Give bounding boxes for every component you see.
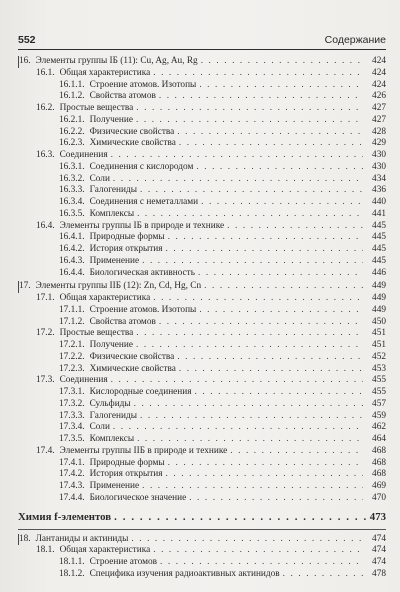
leader-dots [196,162,363,174]
entry-title: Физические свойства [89,351,175,362]
leader-dots [199,80,363,92]
entry-number: 16.3.2. [59,173,85,184]
entry-page: 429 [372,138,386,149]
leader-dots [137,209,363,221]
entry-number: 16.3. [36,150,55,160]
leader-dots [142,481,363,493]
leader-dots [168,458,363,470]
entry-page: 445 [372,255,386,266]
entry-title: Соли [89,173,110,184]
entry-page: 441 [372,208,386,219]
entry-title: История открытия [89,469,163,480]
entry-number: 17.1. [36,293,55,303]
toc-list-d-elements [18,56,386,505]
entry-page: 478 [372,568,386,579]
entry-page: 464 [372,434,386,444]
entry-title: Соединения с неметаллами [89,197,199,207]
leader-dots [140,411,363,423]
entry-page: 452 [372,351,386,362]
entry-number: 16.4.1. [59,232,85,243]
entry-title: Природные формы [89,457,165,468]
entry-page: 430 [372,161,386,172]
leader-dots [134,399,363,411]
entry-page: 424 [372,56,386,66]
entry-number: 17.2. [36,328,55,339]
toc-entry [18,422,386,434]
leader-dots [201,56,363,68]
toc-entry [18,545,386,557]
entry-title: Свойства атомов [89,91,156,102]
entry-title: Биологическая активность [89,267,195,278]
entry-title: Специфика изучения радиоактивных актинидов [89,568,280,579]
entry-title: Химические свойства [89,138,176,149]
entry-title: Элементы группы IБ в природе и технике [59,220,225,231]
toc-entry [18,150,386,162]
leader-dots [230,446,363,458]
entry-page: 446 [372,267,386,278]
entry-page: 424 [372,67,386,78]
toc-entry [18,317,386,329]
entry-page: 469 [372,481,386,491]
leader-dots [189,493,363,505]
leader-dots [198,268,363,280]
entry-page: 449 [372,293,386,303]
toc-entry [18,56,386,68]
entry-page: 468 [372,469,386,480]
entry-number: 18.1.1. [59,557,85,567]
leader-dots [166,469,363,481]
leader-dots [177,352,363,364]
entry-title: Соединения с кислородом [89,161,194,172]
entry-number: 16.2.3. [59,138,85,149]
toc-entry [18,281,386,293]
leader-dots [140,185,363,197]
leader-dots [113,422,363,434]
toc-entry [18,411,386,423]
entry-number: 17.3.5. [59,434,85,444]
toc-list-f-elements [18,534,386,581]
toc-entry [18,103,386,115]
toc-entry [18,569,386,581]
entry-title: Элементы группы IIБ (12): Zn, Cd, Hg, Cn [35,281,202,292]
leader-dots [177,127,363,139]
entry-number: 16.3.5. [59,208,85,219]
toc-entry [18,534,386,546]
entry-number: 16.2. [36,103,55,113]
entry-page: 449 [372,281,386,292]
leader-dots [204,281,363,293]
page-header [18,30,386,46]
toc-entry [18,458,386,470]
leader-dots [153,545,363,557]
leader-dots [114,509,367,526]
toc-entry [18,469,386,481]
leader-dots [160,557,363,569]
toc-entry [18,127,386,139]
entry-number: 17.3.2. [59,398,85,409]
entry-title: Элементы группы IБ (11): Cu, Ag, Au, Rg [35,56,198,66]
entry-title: Соединения [59,375,108,386]
entry-page: 428 [372,126,386,137]
entry-page: 455 [372,387,386,397]
entry-title: Строение атомов [89,557,157,567]
entry-title: История открытия [89,244,163,254]
toc-entry [18,185,386,197]
leader-dots [142,256,363,268]
entry-number: 16.3.3. [59,185,85,196]
entry-number: 16.3.1. [59,161,85,172]
entry-page: 451 [372,328,386,339]
page-number: 552 [18,34,36,46]
toc-entry [18,268,386,280]
toc-entry [18,399,386,411]
entry-number: 17. [19,281,31,292]
entry-page: 424 [372,79,386,90]
toc-entry [18,197,386,209]
leader-dots [283,569,363,581]
entry-number: 16.4.2. [59,244,85,254]
entry-title: Строение атомов. Изотопы [89,304,197,315]
entry-number: 16.4.3. [59,255,85,266]
header-rule [18,49,386,50]
toc-entry [18,221,386,233]
toc-entry [18,138,386,150]
toc-entry [18,446,386,458]
toc-entry [18,174,386,186]
entry-number: 18.1.2. [59,568,85,579]
entry-number: 16.4. [36,220,55,231]
entry-number: 16. [19,56,31,66]
entry-title: Получение [89,340,133,350]
entry-number: 16.3.4. [59,197,85,207]
toc-entry [18,293,386,305]
entry-title: Физические свойства [89,126,175,137]
toc-entry [18,305,386,317]
toc-entry [18,557,386,569]
entry-page: 474 [372,545,386,556]
entry-title: Галогениды [89,185,137,196]
leader-dots [111,150,363,162]
entry-number: 17.3.1. [59,387,85,397]
toc-entry [18,68,386,80]
entry-title: Биологическое значение [89,492,187,503]
leader-dots [113,174,363,186]
leader-dots [195,387,363,399]
leader-dots [111,375,363,387]
entry-page: 474 [372,557,386,567]
entry-number: 17.1.1. [59,304,85,315]
toc-entry [18,232,386,244]
entry-number: 17.4.4. [59,492,85,503]
entry-page: 426 [372,91,386,102]
entry-title: Кислородные соединения [89,387,192,397]
section-page: 473 [369,510,386,523]
entry-page: 427 [372,103,386,113]
entry-page: 449 [372,304,386,315]
leader-dots [166,244,363,256]
leader-dots [179,138,363,150]
entry-page: 459 [372,410,386,421]
toc-entry [18,352,386,364]
section-rule [18,529,386,530]
leader-dots [137,434,363,446]
entry-page: 470 [372,492,386,503]
toc-entry [18,493,386,505]
table-of-contents [18,56,386,581]
entry-title: Общая характеристика [59,67,151,78]
entry-title: Применение [89,255,140,266]
entry-number: 16.2.1. [59,114,85,125]
leader-dots [159,317,363,329]
entry-number: 17.3.3. [59,410,85,421]
entry-page: 450 [372,316,386,327]
leader-dots [227,221,363,233]
entry-title: Соединения [59,150,108,160]
toc-section-heading [18,509,386,526]
toc-entry [18,115,386,127]
entry-number: 17.4.2. [59,469,85,480]
entry-number: 18.1. [36,545,55,556]
toc-entry [18,80,386,92]
entry-title: Свойства атомов [89,316,156,327]
leader-dots [131,534,363,546]
entry-number: 18. [19,533,31,544]
toc-entry [18,209,386,221]
entry-page: 474 [372,533,386,544]
toc-entry [18,434,386,446]
entry-title: Элементы группы IIБ в природе и технике [59,445,228,456]
entry-page: 462 [372,422,386,433]
entry-title: Простые вещества [59,103,134,113]
leader-dots [136,340,363,352]
running-title: Содержание [324,34,386,46]
entry-number: 17.1.2. [59,316,85,327]
toc-entry [18,328,386,340]
leader-dots [179,364,363,376]
entry-title: Сульфиды [89,398,131,409]
entry-title: Простые вещества [59,328,134,339]
leader-dots [201,197,363,209]
entry-number: 16.1. [36,67,55,78]
entry-number: 17.3. [36,375,55,386]
entry-page: 445 [372,244,386,254]
toc-entry [18,162,386,174]
toc-entry [18,91,386,103]
entry-title: Комплексы [89,434,135,444]
entry-number: 17.2.1. [59,340,85,350]
entry-title: Общая характеристика [59,545,151,556]
leader-dots [159,91,363,103]
entry-page: 427 [372,114,386,125]
entry-number: 17.2.3. [59,363,85,374]
entry-title: Общая характеристика [59,293,151,303]
entry-title: Получение [89,114,133,125]
entry-page: 468 [372,457,386,468]
toc-entry [18,340,386,352]
entry-title: Строение атомов. Изотопы [89,79,197,90]
section-title: Химия f-элементов [18,510,112,523]
entry-number: 17.4. [36,445,55,456]
entry-number: 17.3.4. [59,422,85,433]
leader-dots [153,293,363,305]
entry-number: 17.4.3. [59,481,85,491]
entry-number: 17.4.1. [59,457,85,468]
entry-page: 451 [372,340,386,350]
entry-page: 430 [372,150,386,160]
entry-page: 453 [372,363,386,374]
entry-page: 457 [372,398,386,409]
entry-title: Галогениды [89,410,137,421]
entry-page: 436 [372,185,386,196]
entry-number: 16.1.2. [59,91,85,102]
toc-entry [18,256,386,268]
leader-dots [199,305,363,317]
entry-number: 17.2.2. [59,351,85,362]
entry-page: 434 [372,173,386,184]
entry-page: 468 [372,445,386,456]
entry-title: Применение [89,481,140,491]
entry-number: 16.2.2. [59,126,85,137]
entry-title: Лантаниды и актиниды [35,533,129,544]
entry-page: 455 [372,375,386,386]
toc-entry [18,387,386,399]
leader-dots [136,328,363,340]
entry-title: Природные формы [89,232,165,243]
entry-page: 445 [372,232,386,243]
entry-title: Комплексы [89,208,135,219]
entry-page: 445 [372,220,386,231]
toc-entry [18,364,386,376]
entry-page: 440 [372,197,386,207]
leader-dots [136,103,363,115]
entry-title: Химические свойства [89,363,176,374]
entry-number: 16.4.4. [59,267,85,278]
toc-entry [18,481,386,493]
entry-title: Соли [89,422,110,433]
entry-number: 16.1.1. [59,79,85,90]
leader-dots [136,115,363,127]
leader-dots [153,68,363,80]
toc-entry [18,244,386,256]
toc-entry [18,375,386,387]
leader-dots [168,232,363,244]
